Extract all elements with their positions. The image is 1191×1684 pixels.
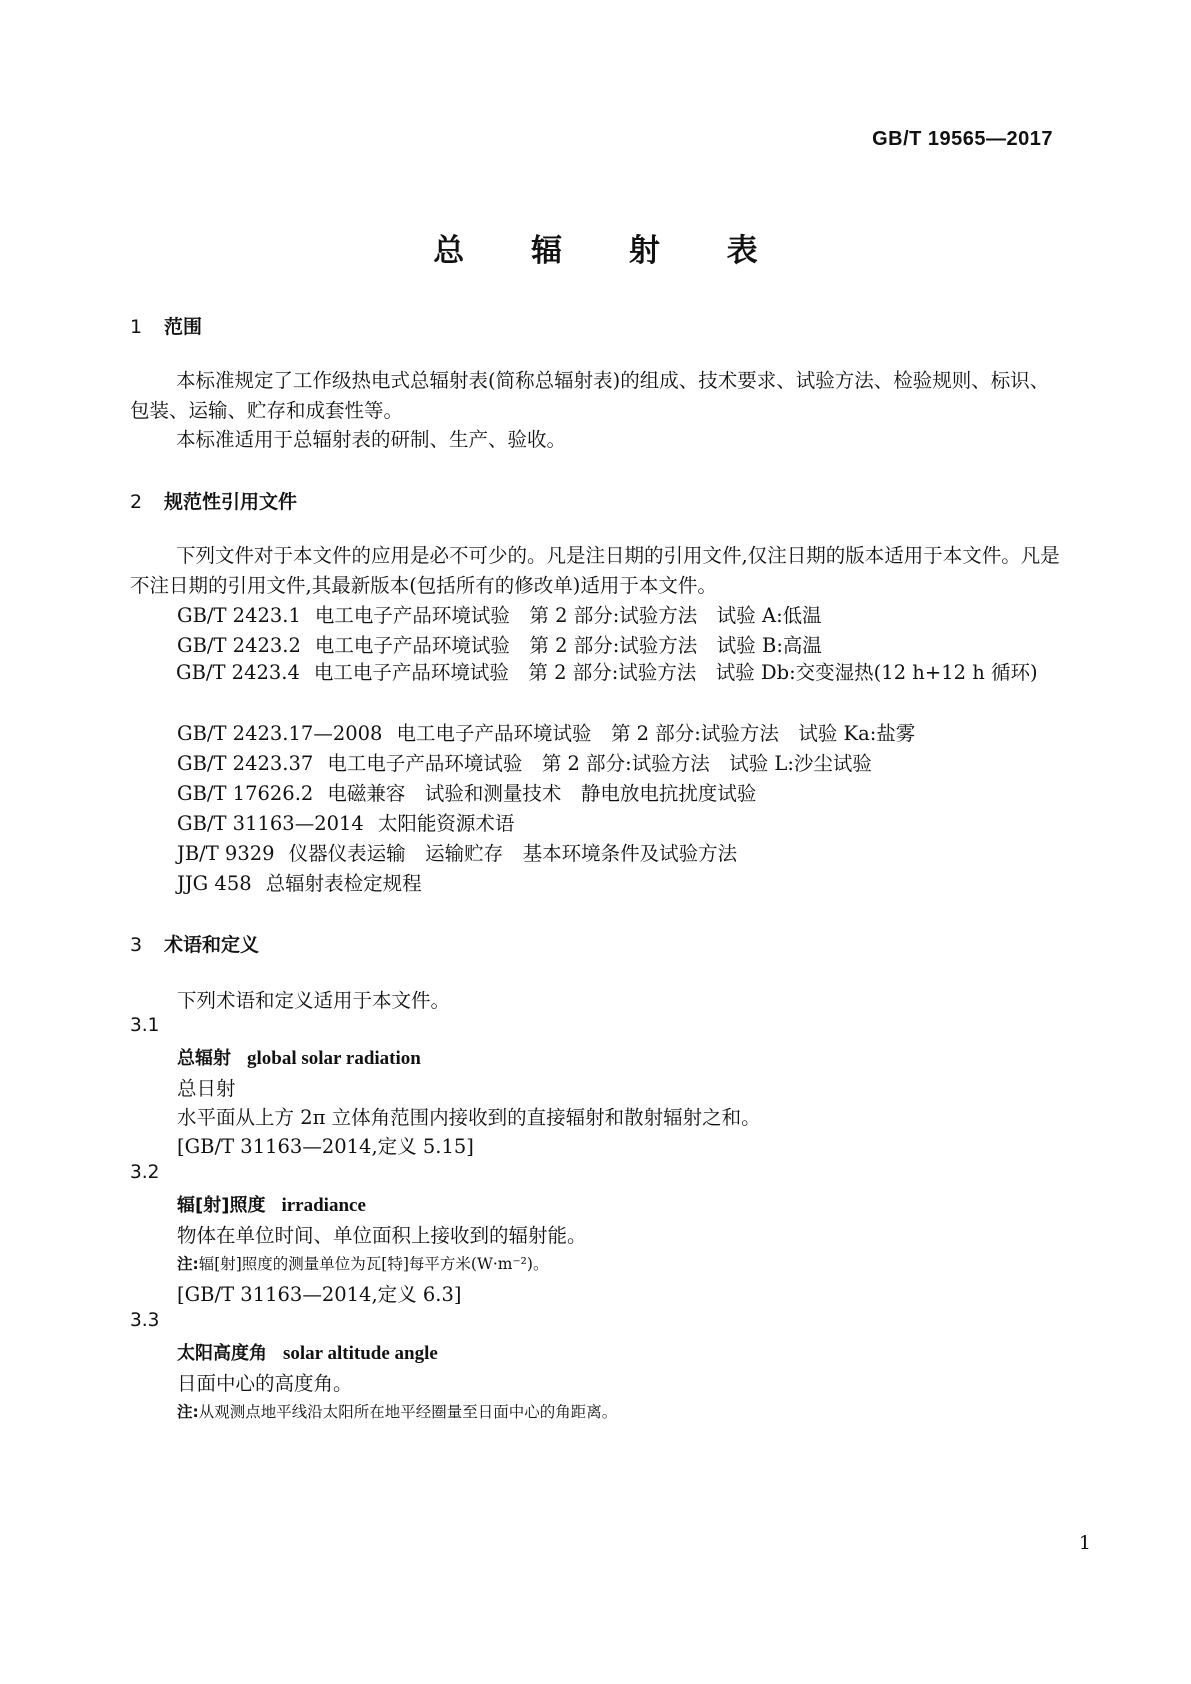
- note-label: 注:: [177, 1255, 199, 1273]
- section-number: 1: [130, 316, 143, 338]
- reference-title: 太阳能资源术语: [377, 812, 515, 835]
- reference-code: JJG 458: [177, 872, 252, 895]
- reference-code: GB/T 2423.1: [177, 604, 301, 627]
- section-2-paragraph: 下列文件对于本文件的应用是必不可少的。凡是注日期的引用文件,仅注日期的版本适用于本文件。凡是不注日期的引用文件,其最新版本(包括所有的修改单)适用于本文件。: [130, 544, 1060, 597]
- page-number: 1: [1078, 1532, 1091, 1554]
- section-3-intro: 下列术语和定义适用于本文件。: [177, 989, 451, 1012]
- term-english: global solar radiation: [247, 1048, 421, 1069]
- section-title: 术语和定义: [164, 934, 260, 956]
- term-number: 3.3: [130, 1310, 160, 1331]
- reference-title: 电工电子产品环境试验 第 2 部分:试验方法 试验 B:高温: [314, 634, 822, 657]
- term-number: 3.1: [130, 1015, 160, 1036]
- note-text: 辐[射]照度的测量单位为瓦[特]每平方米(W·m⁻²)。: [198, 1255, 549, 1273]
- section-number: 3: [130, 934, 143, 956]
- reference-item: [177, 868, 422, 896]
- term-note: [177, 1252, 548, 1274]
- term-source: [GB/T 31163—2014,定义 6.3]: [177, 1283, 462, 1306]
- reference-title: 仪器仪表运输 运输贮存 基本环境条件及试验方法: [288, 842, 738, 865]
- term-heading: [177, 1044, 421, 1070]
- reference-code: GB/T 31163—2014: [177, 812, 364, 835]
- term-chinese: 太阳高度角: [177, 1343, 267, 1364]
- note-text: 从观测点地平线沿太阳所在地平经圈量至日面中心的角距离。: [198, 1403, 618, 1421]
- standard-code: GB/T 19565—2017: [872, 128, 1053, 150]
- reference-item: [177, 718, 915, 746]
- reference-code: GB/T 2423.2: [177, 634, 301, 657]
- term-note: [177, 1400, 617, 1422]
- section-number: 2: [130, 491, 143, 513]
- term-chinese: 辐[射]照度: [177, 1195, 266, 1216]
- reference-title: 电工电子产品环境试验 第 2 部分:试验方法 试验 Ka:盐雾: [396, 722, 916, 745]
- reference-title: 电工电子产品环境试验 第 2 部分:试验方法 试验 A:低温: [314, 604, 822, 627]
- term-heading: [177, 1339, 438, 1365]
- document-title: 总 辐 射 表: [433, 233, 786, 269]
- reference-item: [177, 630, 822, 658]
- section-1-paragraph-2: 本标准适用于总辐射表的研制、生产、验收。: [176, 428, 567, 451]
- reference-item: [177, 838, 737, 866]
- reference-code: JB/T 9329: [177, 842, 275, 865]
- section-1-heading: [130, 312, 202, 339]
- term-chinese: 总辐射: [177, 1048, 231, 1069]
- section-title: 范围: [164, 316, 203, 338]
- section-2-heading: [130, 487, 297, 514]
- reference-item: [177, 600, 822, 628]
- note-label: 注:: [177, 1403, 199, 1421]
- reference-item: [177, 748, 872, 776]
- reference-code: GB/T 2423.4: [176, 661, 300, 684]
- reference-item: [130, 658, 1060, 688]
- term-english: irradiance: [281, 1195, 366, 1216]
- reference-title: 总辐射表检定规程: [265, 872, 422, 895]
- term-number: 3.2: [130, 1162, 160, 1183]
- section-3-heading: [130, 930, 259, 957]
- reference-item: [177, 778, 756, 806]
- section-title: 规范性引用文件: [164, 491, 298, 513]
- section-1-paragraph-1: 本标准规定了工作级热电式总辐射表(简称总辐射表)的组成、技术要求、试验方法、检验规则、标识、包装、运输、贮存和成套性等。: [130, 369, 1050, 422]
- term-definition: 物体在单位时间、单位面积上接收到的辐射能。: [177, 1224, 587, 1247]
- term-alternative: 总日射: [177, 1077, 236, 1100]
- term-definition: 日面中心的高度角。: [177, 1372, 353, 1395]
- reference-code: GB/T 17626.2: [177, 782, 314, 805]
- term-english: solar altitude angle: [283, 1343, 438, 1364]
- term-heading: [177, 1191, 366, 1217]
- term-source: [GB/T 31163—2014,定义 5.15]: [177, 1135, 474, 1158]
- reference-item: [177, 808, 514, 836]
- reference-code: GB/T 2423.17—2008: [177, 722, 383, 745]
- reference-title: 电工电子产品环境试验 第 2 部分:试验方法 试验 Db:交变湿热(12 h+12 h 循环): [313, 661, 1038, 684]
- term-definition: 水平面从上方 2π 立体角范围内接收到的直接辐射和散射辐射之和。: [177, 1106, 761, 1129]
- reference-code: GB/T 2423.37: [177, 752, 314, 775]
- reference-title: 电磁兼容 试验和测量技术 静电放电抗扰度试验: [327, 782, 757, 805]
- reference-title: 电工电子产品环境试验 第 2 部分:试验方法 试验 L:沙尘试验: [327, 752, 872, 775]
